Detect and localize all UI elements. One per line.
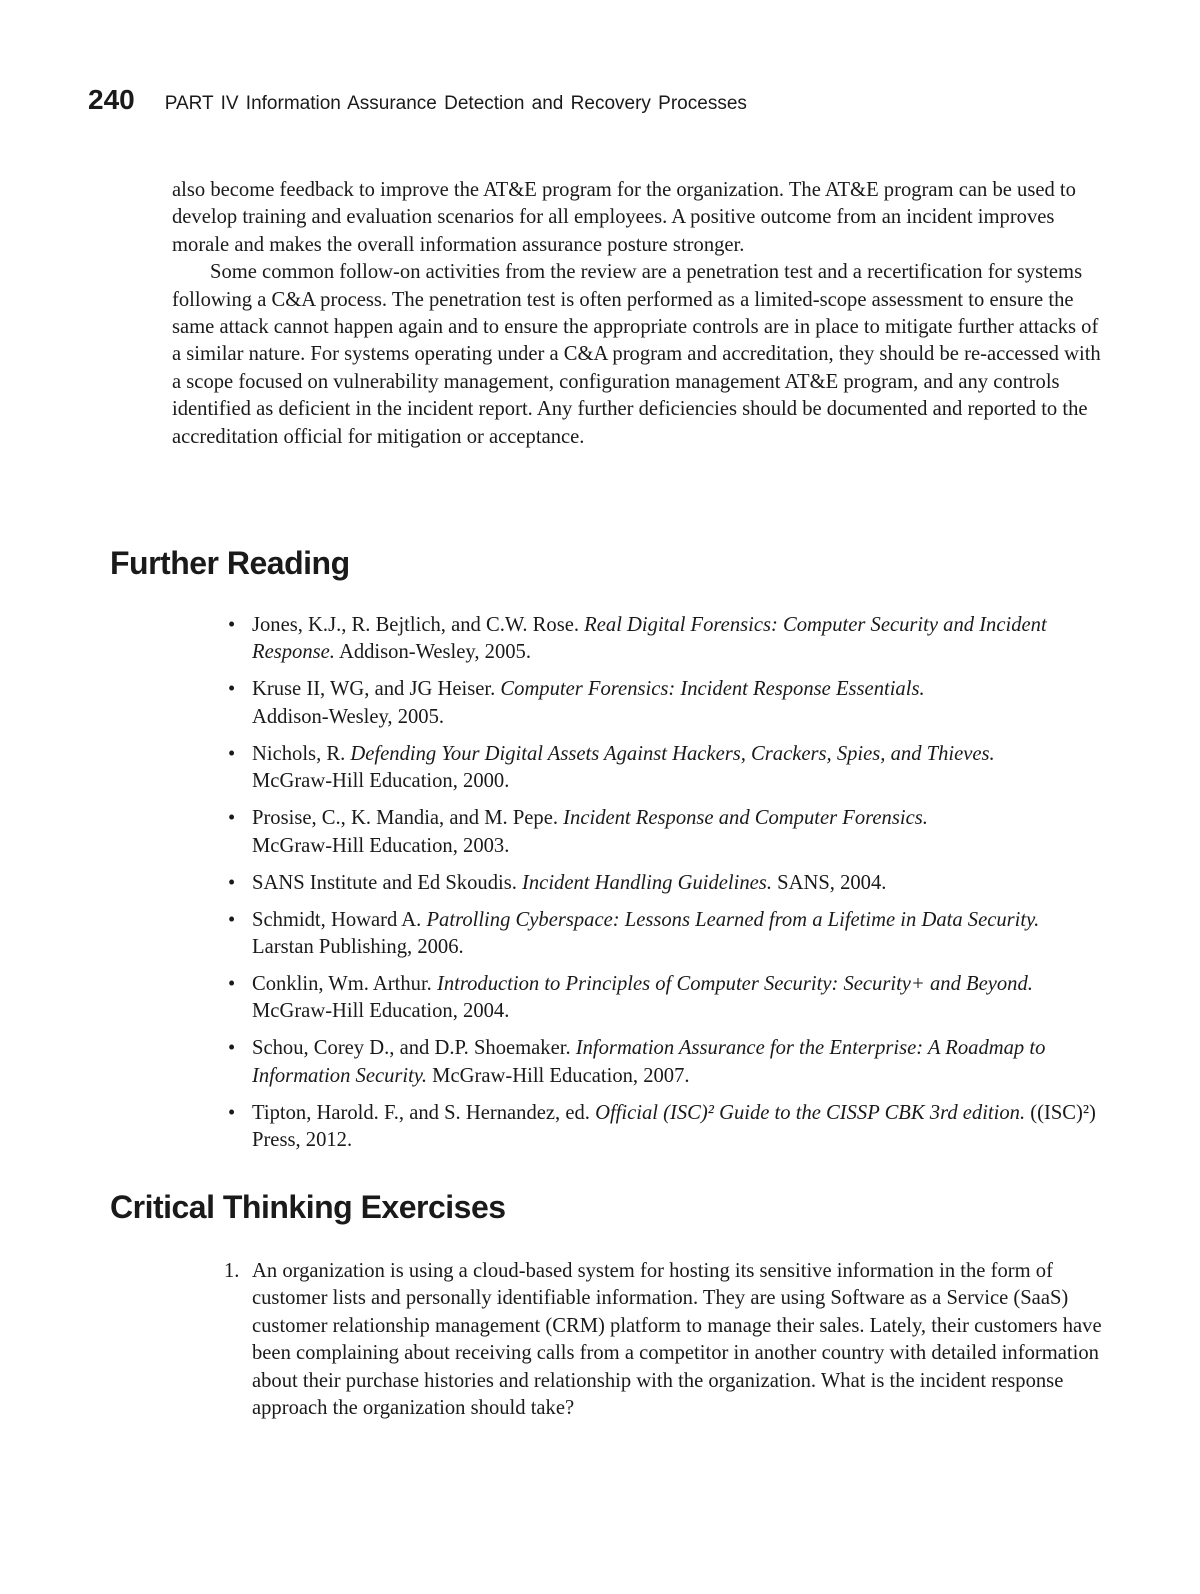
reference-title: Patrolling Cyberspace: Lessons Learned from a Lifetime in Data Security. [426,908,1040,931]
reference-publisher: McGraw-Hill Education, 2000. [252,770,510,793]
further-reading-heading: Further Reading [110,545,350,581]
reference-item [228,676,1102,731]
reference-item [228,741,1102,796]
reference-publisher: Addison-Wesley, 2005. [334,641,531,664]
exercise-list [224,1258,1102,1422]
reference-author: Prosise, C., K. Mandia, and M. Pepe. [252,807,564,830]
reference-author: Jones, K.J., R. Bejtlich, and C.W. Rose. [252,614,585,636]
reference-author: Kruse II, WG, and JG Heiser. [252,678,501,701]
reference-item [228,1035,1102,1090]
bullet-icon: • [228,871,236,894]
reference-publisher: ((ISC)²) Press, 2012. [252,1101,1096,1152]
reference-item [228,1100,1102,1155]
reference-author: Schmidt, Howard A. [252,908,427,931]
page-header [88,84,747,116]
reference-title: Real Digital Forensics: Computer Security and Incident Response. [252,614,1047,664]
reference-item [228,805,1102,860]
critical-thinking-heading: Critical Thinking Exercises [110,1189,506,1225]
reference-title: Defending Your Digital Assets Against Hackers, Crackers, Spies, and Thieves. [350,742,995,765]
exercise-number: 1. [224,1260,240,1282]
bullet-icon: • [228,614,236,636]
reference-item [228,612,1102,667]
reference-item [228,870,1102,897]
intro-text [172,177,1102,451]
reference-title: Introduction to Principles of Computer Security: Security+ and Beyond. [436,973,1033,996]
reference-title: Computer Forensics: Incident Response Essentials. [500,678,925,701]
reference-author: Nichols, R. [252,742,351,765]
running-head: PART IV Information Assurance Detection and Recovery Processes [164,93,747,114]
exercise-text: An organization is using a cloud-based system for hosting its sensitive information in the form of customer lists and personally identifiable information. They are using Software as a Service (SaaS) customer relationship management (CRM) platform to manage their sales. Lately, their customers have been complaining about receiving calls from a competitor in another country with detailed information about their purchase histories and relationship with the organization. What is the incident response approach the organization should take? [252,1260,1102,1420]
reference-publisher: Larstan Publishing, 2006. [252,936,464,959]
bullet-icon: • [228,1101,236,1124]
reference-title: Incident Handling Guidelines. [522,871,772,894]
reference-author: Schou, Corey D., and D.P. Shoemaker. [252,1037,576,1060]
bullet-icon: • [228,807,236,830]
bullet-icon: • [228,742,236,765]
reference-publisher: McGraw-Hill Education, 2004. [252,1000,510,1023]
reference-title: Official (ISC)² Guide to the CISSP CBK 3rd edition. [595,1101,1026,1124]
exercise-item [224,1258,1102,1422]
reference-author: Conklin, Wm. Arthur. [252,973,437,996]
reference-publisher: McGraw-Hill Education, 2003. [252,834,510,857]
reference-author: Tipton, Harold. F., and S. Hernandez, ed. [252,1101,596,1124]
bullet-icon: • [228,908,236,931]
reference-publisher: Addison-Wesley, 2005. [252,705,445,728]
intro-paragraph-2: Some common follow-on activities from the review are a penetration test and a recertification for systems following a C&A process. The penetration test is often performed as a limited-scope assessment to ensure the same attack cannot happen again and to ensure the appropriate controls are in place to mitigate further attacks of a similar nature. For systems operating under a C&A program and accreditation, they should be re-accessed with a scope focused on vulnerability management, configuration management AT&E program, and any controls identified as deficient in the incident report. Any further deficiencies should be documented and reported to the accreditation official for mitigation or acceptance. [172,261,1101,448]
reference-title: Information Assurance for the Enterprise: A Roadmap to Information Security. [252,1037,1046,1087]
reference-title: Incident Response and Computer Forensics. [563,807,928,830]
further-reading-list [228,612,1102,1164]
bullet-icon: • [228,973,236,996]
reference-publisher: McGraw-Hill Education, 2007. [427,1064,690,1087]
page-number: 240 [88,84,135,115]
reference-publisher: SANS, 2004. [771,871,887,894]
reference-author: SANS Institute and Ed Skoudis. [252,871,523,894]
intro-paragraph-1: also become feedback to improve the AT&E program for the organization. The AT&E program can be used to develop training and evaluation scenarios for all employees. A positive outcome from an incident improves morale and makes the overall information assurance posture stronger. [172,179,1076,256]
bullet-icon: • [228,1037,236,1060]
bullet-icon: • [228,678,236,701]
reference-item [228,907,1102,962]
reference-item [228,971,1102,1026]
